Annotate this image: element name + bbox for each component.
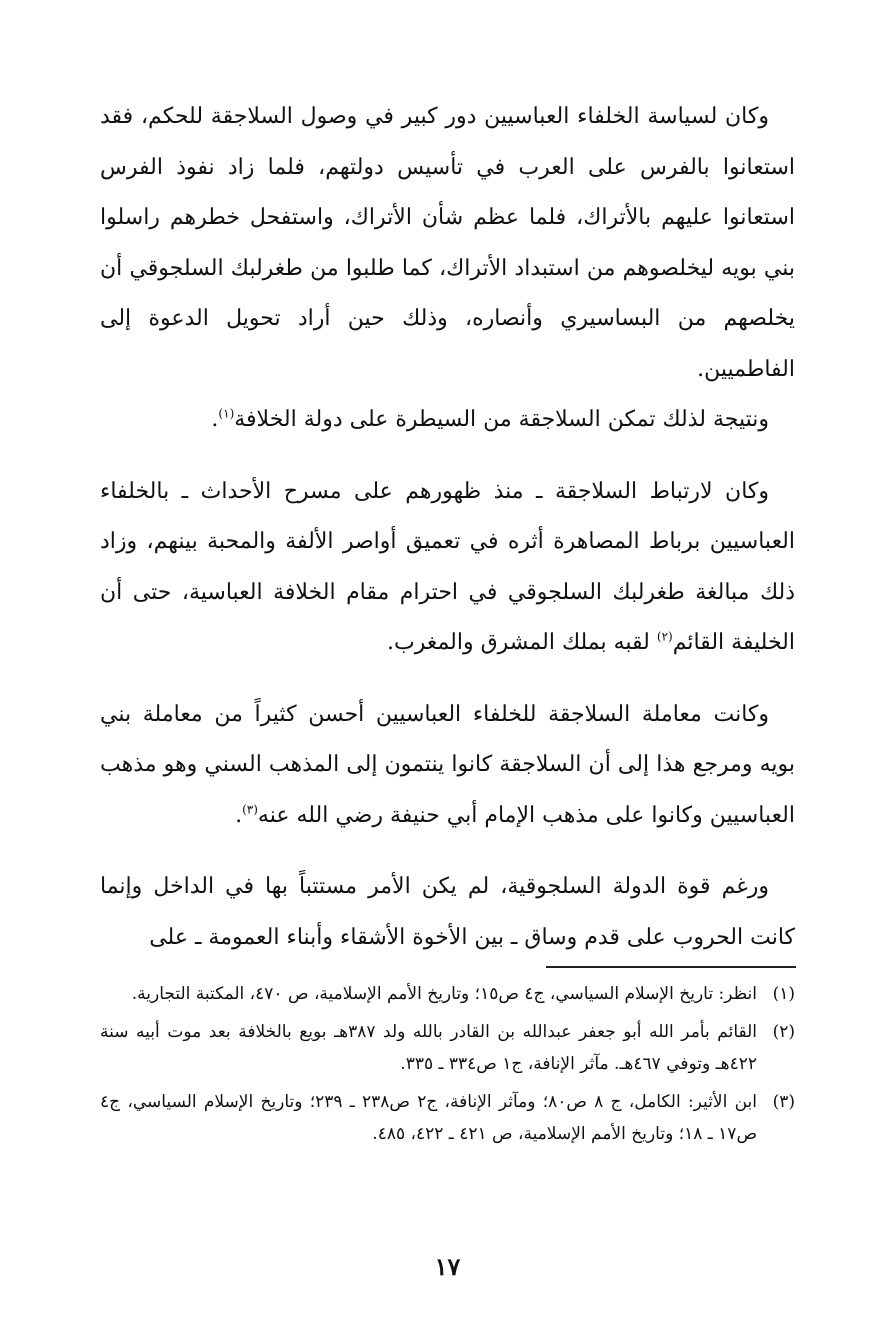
paragraph-4: وكانت معاملة السلاجقة للخلفاء العباسيين أحسن كثيراً من معاملة بني بويه ومرجع هذا إلى أن السلاجقة كانوا ينتمون إلى المذهب السني وهو مذهب العباسيين وكانوا على مذهب الإمام أبي حنيفة رضي الله عنه$^{(٣)}$. (100, 701, 795, 828)
footnote-number: (٣) (772, 1092, 795, 1112)
paragraph-text: لقبه بملك المشرق والمغرب. (386, 630, 650, 655)
paragraph-text: ورغم قوة الدولة السلجوقية، لم يكن الأمر مستتباً بها في الداخل وإنما كانت الحروب على قدم وساق ـ بين الأخوة الأشقاء وأبناء العمومة ـ على (100, 874, 795, 950)
footnote-divider (546, 966, 796, 968)
paragraph-text: ونتيجة لذلك تمكن السلاجقة من السيطرة على دولة الخلافة (234, 407, 769, 432)
footnote-text: انظر: تاريخ الإسلام السياسي، ج٤ ص١٥؛ وتاريخ الأمم الإسلامية، ص ٤٧٠، المكتبة التجارية. (131, 984, 757, 1004)
footnote-marker[interactable]: (١) (218, 406, 235, 421)
paragraph-text: وكانت معاملة السلاجقة للخلفاء العباسيين أحسن كثيراً من معاملة بني بويه ومرجع هذا إلى أن السلاجقة كانوا ينتمون إلى المذهب السني وهو مذهب العباسيين وكانوا على مذهب الإمام أبي حنيفة رضي الله عنه (100, 701, 795, 828)
page-number: ١٧ (434, 1252, 461, 1281)
footnote-number: (٢) (772, 1022, 795, 1042)
footnote-marker[interactable]: (٣) (242, 802, 258, 817)
paragraph-text: وكان لسياسة الخلفاء العباسيين دور كبير في وصول السلاجقة للحكم، فقد استعانوا بالفرس على العرب في تأسيس دولتهم، فلما زاد نفوذ الفرس استعانوا عليهم بالأتراك، فلما عظم شأن الأتراك، واستفحل خطرهم راسلوا بني بويه ليخلصوهم من استبداد الأتراك، كما طلبوا من طغرلبك السلجوقي أن يخلصهم من البساسيري وأنصاره، وذلك حين أراد تحويل الدعوة إلى الفاطميين. (100, 104, 795, 382)
footnote-3 (100, 1086, 795, 1150)
paragraph-3 (100, 467, 795, 669)
paragraph-2: ونتيجة لذلك تمكن السلاجقة من السيطرة على دولة الخلافة$^{(١)}$. (211, 406, 769, 432)
footnote-1 (100, 978, 795, 1010)
paragraph-1 (100, 92, 795, 395)
footnotes-section (100, 978, 795, 1156)
paragraph-5 (100, 862, 795, 963)
footnote-2 (100, 1016, 795, 1080)
paragraph-text: وكان لارتباط السلاجقة ـ منذ ظهورهم على مسرح الأحداث ـ بالخلفاء العباسيين برباط المصاهرة أثره في تعميق أواصر الألفة والمحبة بينهم، وزاد ذلك مبالغة طغرلبك السلجوقي في احترام مقام الخلافة العباسية، حتى أن الخليفة القائم (100, 478, 795, 655)
main-text (100, 92, 795, 984)
footnote-text: ابن الأثير: الكامل، ج ٨ ص٨٠؛ ومآثر الإنافة، ج٢ ص٢٣٨ ـ ٢٣٩؛ وتاريخ الإسلام السياسي، ج٤ ص١٧ ـ ١٨؛ وتاريخ الأمم الإسلامية، ص ٤٢١ ـ ٤٢٢، ٤٨٥. (100, 1092, 757, 1144)
footnote-marker[interactable]: (٢) (656, 629, 673, 644)
footnote-number: (١) (772, 984, 795, 1004)
footnote-text: القائم بأمر الله أبو جعفر عبدالله بن القادر بالله ولد ٣٨٧هـ بويع بالخلافة بعد موت أبيه سنة ٤٢٢هـ وتوفي ٤٦٧هـ. مآثر الإنافة، ج١ ص٣٣٤ ـ ٣٣٥. (100, 1022, 758, 1074)
